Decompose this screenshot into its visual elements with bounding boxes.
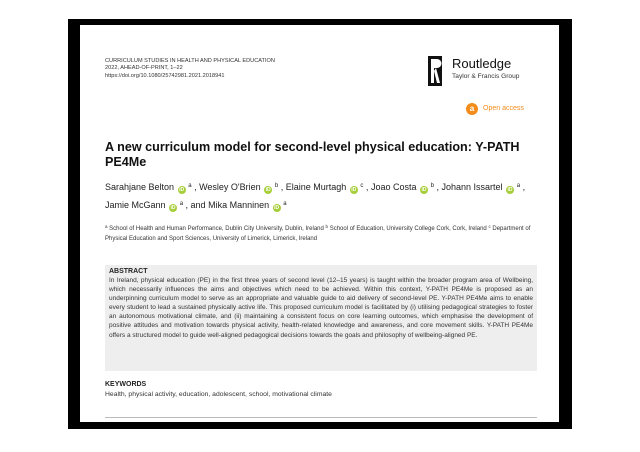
keywords-heading: KEYWORDS [105,381,147,388]
author-separator: , [433,182,442,192]
publisher-name: Routledge [452,56,512,71]
author-affiliation-mark: c [358,183,364,189]
publisher-group: Taylor & Francis Group [452,73,520,80]
doi-link[interactable]: https://doi.org/10.1080/25742981.2021.2018941 [105,72,225,79]
orcid-icon[interactable]: iD [170,205,176,211]
author-name[interactable]: Mika Manninen [208,200,272,210]
author-separator: , [191,182,200,192]
author-separator: , [363,182,371,192]
abstract-text: In Ireland, physical education (PE) in the first three years of second level (12–15 years) is taught within the broader program area of Wellbeing, which necessarily influences the aims and objectives which need to be achieved. Within this context, Y-PATH PE4Me is proposed as an underpinning curriculum model to serve as an appropriate and valuable guide to aid delivery of second-level PE. Y-PATH PE4Me aims to enable every student to lead a sustained physically active life. This proposed curriculum model is facilitated by (i) utilising pedagogical strategies to foster an autonomous motivational climate, and (ii) maintaining a consistent focus on core learning outcomes, which emphasise the development of positive attitudes and motivation towards physical activity, health-related knowledge and awareness, and core movement skills. Y-PATH PE4Me offers a structured model to guide well-aligned pedagogical decisions towards the goals and philosophy of wellbeing-aligned PE. [109,277,533,339]
orcid-icon[interactable]: iD [274,205,280,211]
abstract-box [105,265,537,371]
author-name[interactable]: Elaine Murtagh [285,182,349,192]
journal-issue: 2022, AHEAD-OF-PRINT, 1–22 [105,65,183,72]
orcid-icon[interactable]: iD [265,187,271,193]
author-list [105,178,550,214]
article-page [80,25,559,422]
orcid-icon[interactable]: iD [179,187,185,193]
author-name[interactable]: Joao Costa [370,182,419,192]
journal-name: CURRICULUM STUDIES IN HEALTH AND PHYSICAL EDUCATION [105,58,275,64]
author-affiliation-mark: a [186,183,192,189]
author-name[interactable]: Sarahjane Belton [105,182,177,192]
affiliation-mark: b [325,224,329,229]
routledge-logo-icon [428,56,442,86]
author-separator: , [278,182,286,192]
affiliation-text: School of Education, University College Cork, Cork, Ireland [328,226,489,232]
author-separator: , and [183,200,209,210]
author-name[interactable]: Johann Issartel [441,182,506,192]
affiliation-text: Department of Physical Education and Sport Sciences, University of Limerick, Limerick, Ireland [105,226,531,242]
orcid-icon[interactable]: iD [351,187,357,193]
affiliation-mark: c [488,224,491,229]
affiliation-text: School of Health and Human Performance, Dublin City University, Dublin, Ireland [107,226,326,232]
publisher-logo[interactable] [428,54,538,88]
open-access-icon: a [466,103,478,115]
orcid-icon[interactable]: iD [507,187,513,193]
keywords-text: Health, physical activity, education, adolescent, school, motivational climate [105,391,332,398]
author-affiliation-mark: a [178,201,184,207]
journal-info [105,58,275,80]
author-affiliation-mark: a [515,183,521,189]
author-affiliation-mark: b [428,183,434,189]
article-title: A new curriculum model for second-level physical education: Y-PATH PE4Me [105,140,520,169]
affiliations [105,222,553,244]
orcid-icon[interactable]: iD [421,187,427,193]
divider [105,417,537,418]
author-affiliation-mark: a [281,201,287,207]
author-name[interactable]: Jamie McGann [105,200,169,210]
abstract-heading: ABSTRACT [109,268,148,275]
author-affiliation-mark: b [273,183,279,189]
author-separator: , [520,182,526,192]
author-name[interactable]: Wesley O'Brien [199,182,264,192]
affiliation-mark: a [105,224,108,229]
open-access-label: Open access [483,105,524,112]
